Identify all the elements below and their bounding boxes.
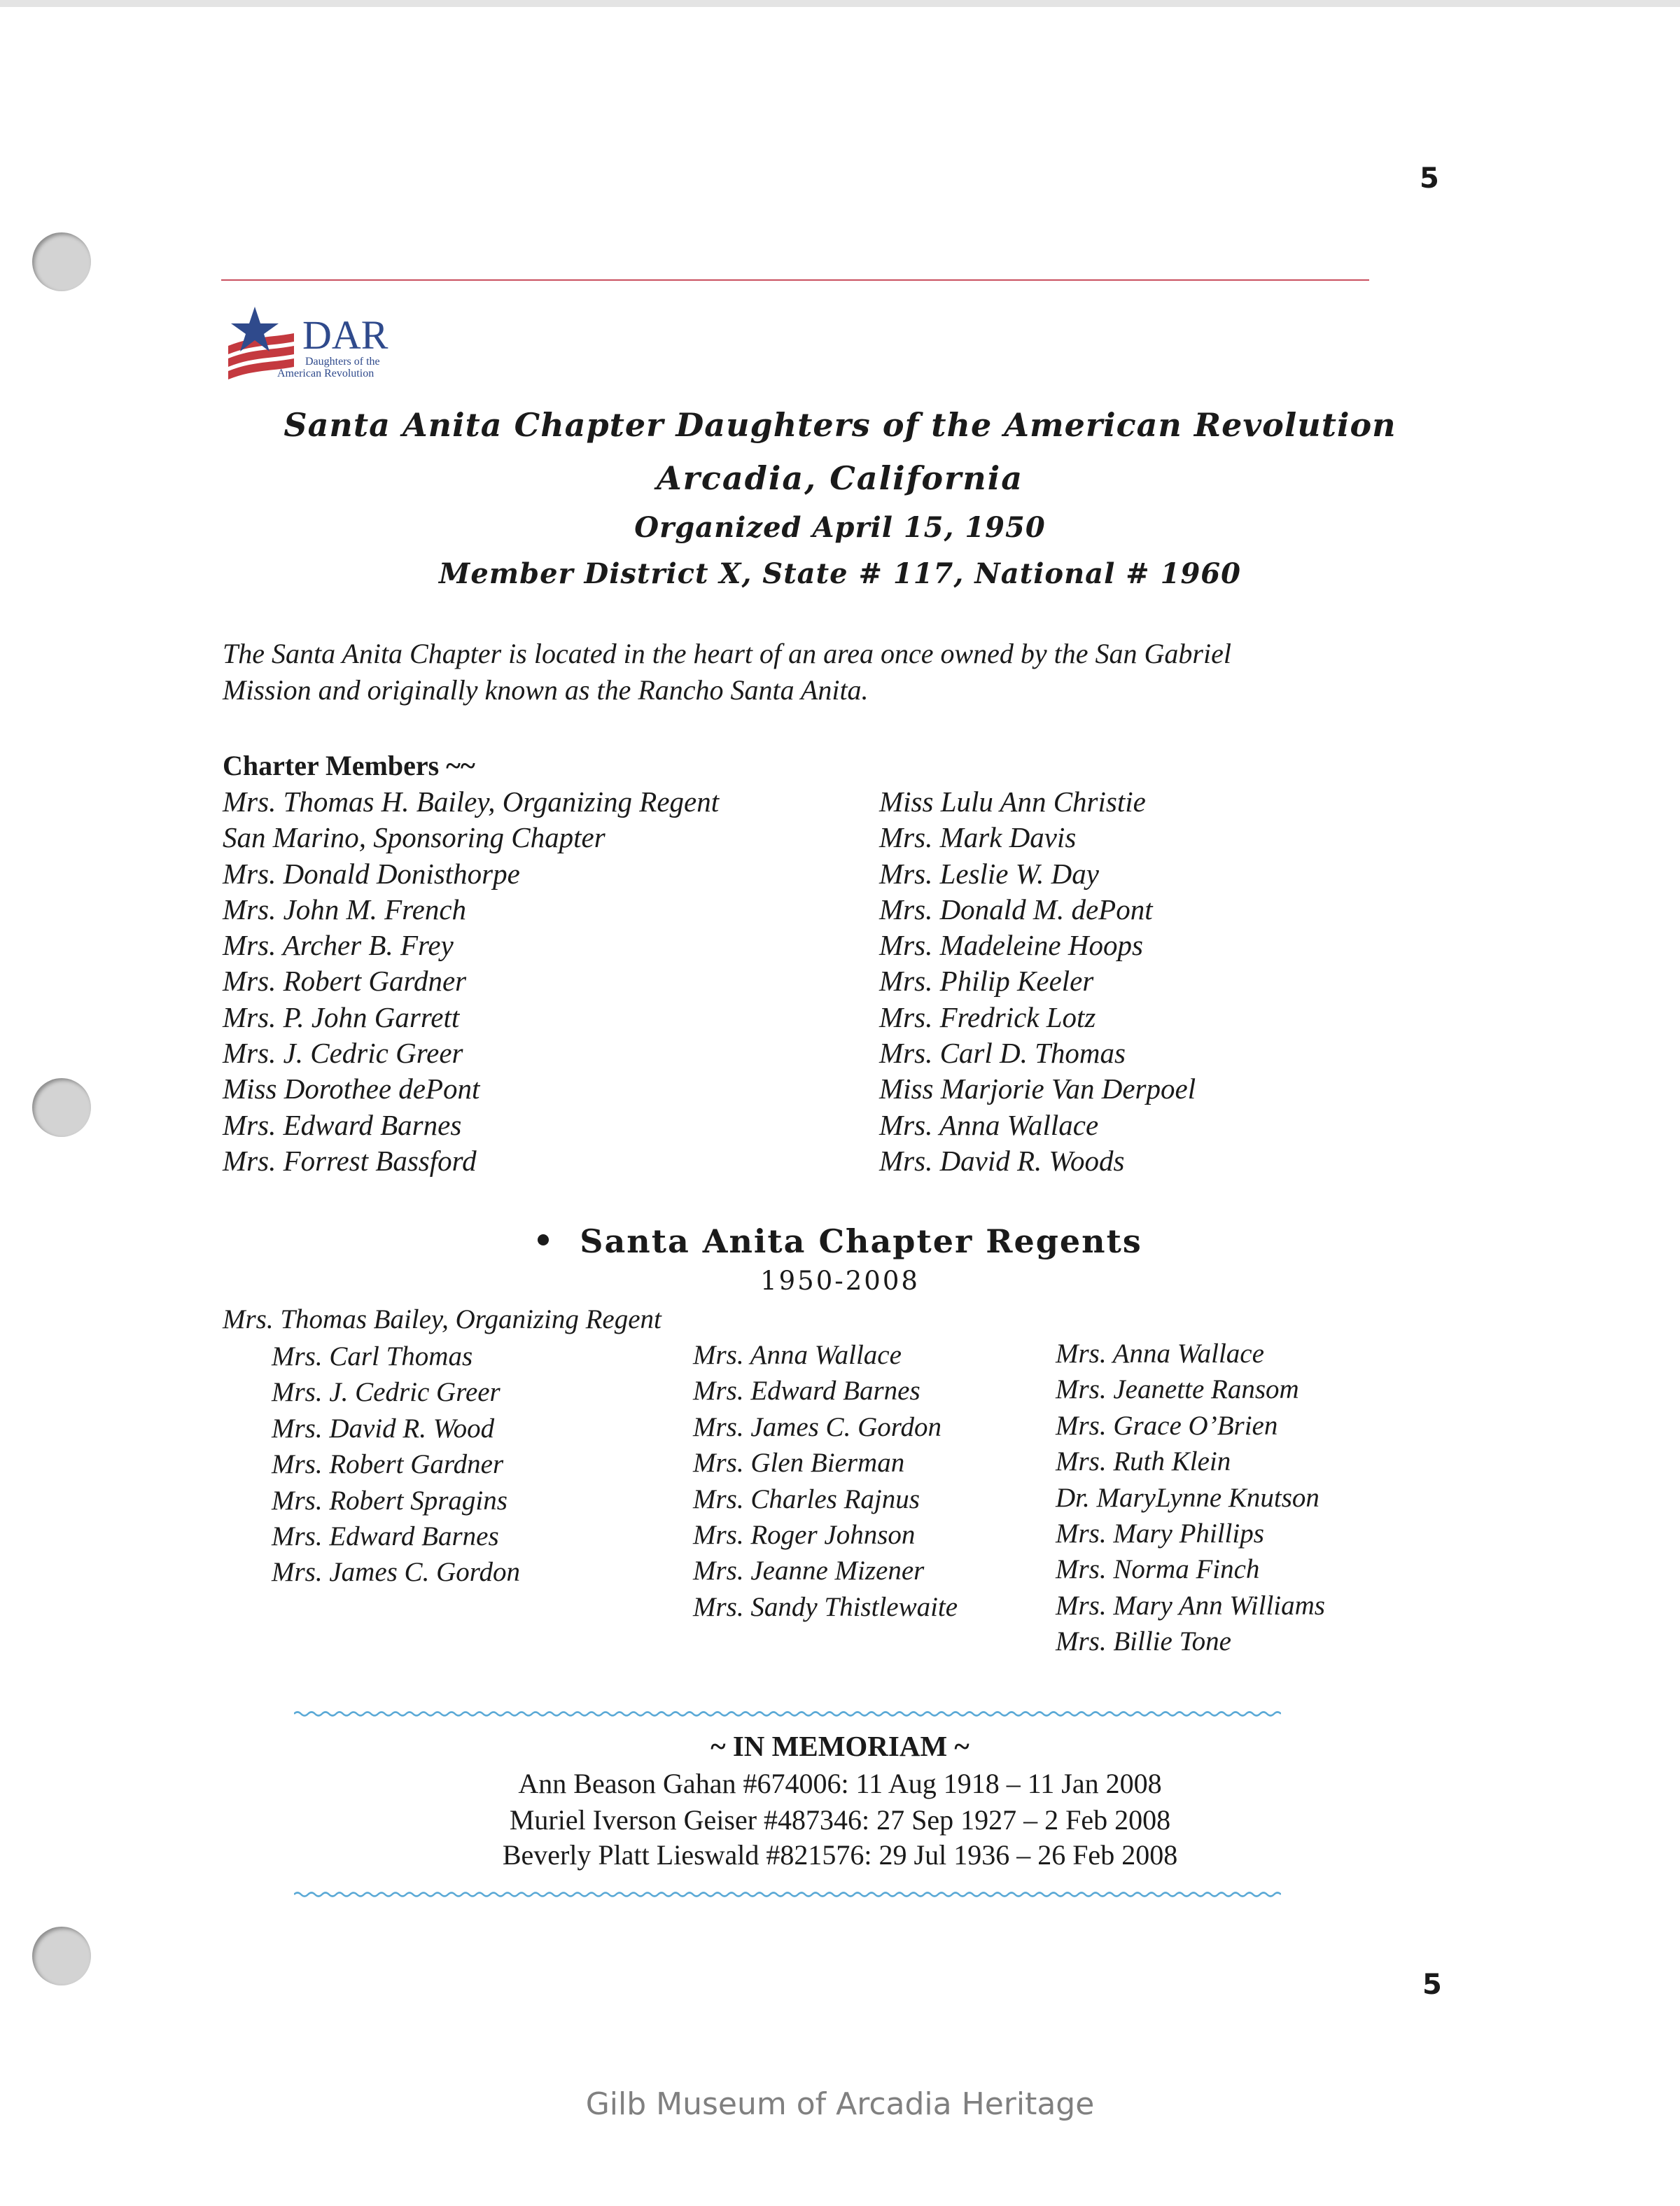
organizing-regent: Mrs. Thomas Bailey, Organizing Regent [223,1304,662,1334]
regent-name: Mrs. Anna Wallace [1056,1339,1264,1369]
charter-member: Mrs. Donald Donisthorpe [223,857,520,890]
regent-name: Mrs. Robert Gardner [272,1449,504,1480]
regent-name: Mrs. Anna Wallace [693,1340,902,1370]
regents-title-text: Santa Anita Chapter Regents [580,1222,1142,1260]
regent-name: Mrs. Jeanette Ransom [1056,1374,1299,1405]
regent-name: Mrs. David R. Wood [272,1413,495,1444]
regent-name: Mrs. Carl Thomas [272,1341,473,1371]
regent-name: Mrs. James C. Gordon [272,1557,520,1588]
header-organized: Organized April 15, 1950 [634,511,1046,544]
charter-member: Mrs. Anna Wallace [879,1108,1099,1141]
regent-name: Mrs. Jeanne Mizener [693,1556,925,1586]
intro-line-2: Mission and originally known as the Rancho Santa Anita. [223,674,869,706]
regent-name: Mrs. Sandy Thistlewaite [693,1591,958,1622]
regents-title [0,1222,1680,1260]
charter-member: Mrs. Thomas H. Bailey, Organizing Regent [223,786,720,818]
memoriam-title: ~ IN MEMORIAM ~ [710,1730,969,1762]
regents-years: 1950-2008 [760,1266,920,1296]
charter-member: Mrs. Madeleine Hoops [879,929,1143,962]
intro-line-1: The Santa Anita Chapter is located in the heart of an area once owned by the San Gabriel [223,638,1231,669]
regent-name: Mrs. Edward Barnes [693,1376,920,1406]
charter-member: Mrs. Fredrick Lotz [879,1000,1096,1033]
page-number-top: 5 [1420,162,1439,195]
logo-line2: American Revolution [277,368,374,379]
regent-name: Mrs. Mary Phillips [1056,1518,1264,1549]
header-title: Santa Anita Chapter Daughters of the American Revolution [284,406,1396,444]
regent-name: Mrs. Glen Bierman [693,1448,905,1479]
regent-name: Mrs. Roger Johnson [693,1519,916,1550]
regent-name: Mrs. James C. Gordon [693,1411,941,1442]
regent-name: Mrs. Robert Spragins [272,1485,507,1516]
memoriam-divider-top [294,1708,1281,1719]
charter-members-left [223,784,719,1179]
regent-name: Mrs. Ruth Klein [1056,1446,1231,1477]
charter-member: Mrs. Robert Gardner [223,965,467,998]
footer-watermark: Gilb Museum of Arcadia Heritage [585,2086,1095,2122]
memoriam-entry: Muriel Iverson Geiser #487346: 27 Sep 1927 – 2 Feb 2008 [509,1804,1171,1836]
logo-abbr: DAR [302,312,388,358]
charter-member: Mrs. Donald M. dePont [879,893,1153,926]
charter-member: Mrs. John M. French [223,893,467,926]
bullet-icon [538,1234,549,1245]
charter-member: Miss Lulu Ann Christie [879,786,1146,818]
charter-member: Mrs. Archer B. Frey [223,929,454,962]
charter-member: Miss Dorothee dePont [223,1073,480,1105]
regent-name: Mrs. Mary Ann Williams [1056,1590,1325,1621]
regent-name: Mrs. Charles Rajnus [693,1484,920,1514]
logo-line1: Daughters of the [305,356,380,368]
memoriam-entry: Beverly Platt Lieswald #821576: 29 Jul 1936 – 26 Feb 2008 [502,1839,1178,1871]
binder-hole-top [32,232,91,291]
memoriam-divider-bottom [294,1889,1281,1900]
regent-name: Mrs. Billie Tone [1056,1626,1231,1657]
charter-members-right [879,784,1196,1179]
memoriam-entry: Ann Beason Gahan #674006: 11 Aug 1918 – 11 Jan 2008 [518,1768,1162,1799]
charter-member: Mrs. P. John Garrett [223,1000,460,1033]
charter-member: Mrs. Carl D. Thomas [879,1037,1126,1070]
binder-hole-middle [32,1078,91,1137]
charter-member: Mrs. David R. Woods [879,1144,1125,1177]
binder-hole-bottom [32,1927,91,1985]
header-location: Arcadia, California [656,459,1023,497]
charter-member: Mrs. Edward Barnes [223,1108,462,1141]
regents-column-2 [693,1337,958,1625]
regents-column-1 [272,1339,520,1591]
regent-name: Dr. MaryLynne Knutson [1056,1482,1320,1513]
charter-member: Mrs. Mark Davis [879,821,1077,854]
charter-member: Mrs. Philip Keeler [879,965,1094,998]
charter-member: Mrs. Forrest Bassford [223,1144,477,1177]
header-rule [221,279,1369,281]
dar-logo [224,305,413,389]
header-district: Member District X, State # 117, National # 1960 [439,557,1241,590]
regent-name: Mrs. Grace O’Brien [1056,1410,1278,1441]
regent-name: Mrs. Edward Barnes [272,1521,499,1551]
charter-member: Miss Marjorie Van Derpoel [879,1073,1196,1105]
scan-top-edge [0,0,1680,7]
regent-name: Mrs. Norma Finch [1056,1554,1260,1585]
charter-member: Mrs. Leslie W. Day [879,857,1099,890]
regent-name: Mrs. J. Cedric Greer [272,1377,500,1408]
charter-member: Mrs. J. Cedric Greer [223,1037,463,1070]
charter-members-label: Charter Members ~~ [223,750,475,781]
regents-column-3 [1056,1336,1325,1660]
page-number-bottom: 5 [1422,1969,1442,2001]
charter-member: San Marino, Sponsoring Chapter [223,821,606,854]
intro-paragraph [223,636,1231,708]
